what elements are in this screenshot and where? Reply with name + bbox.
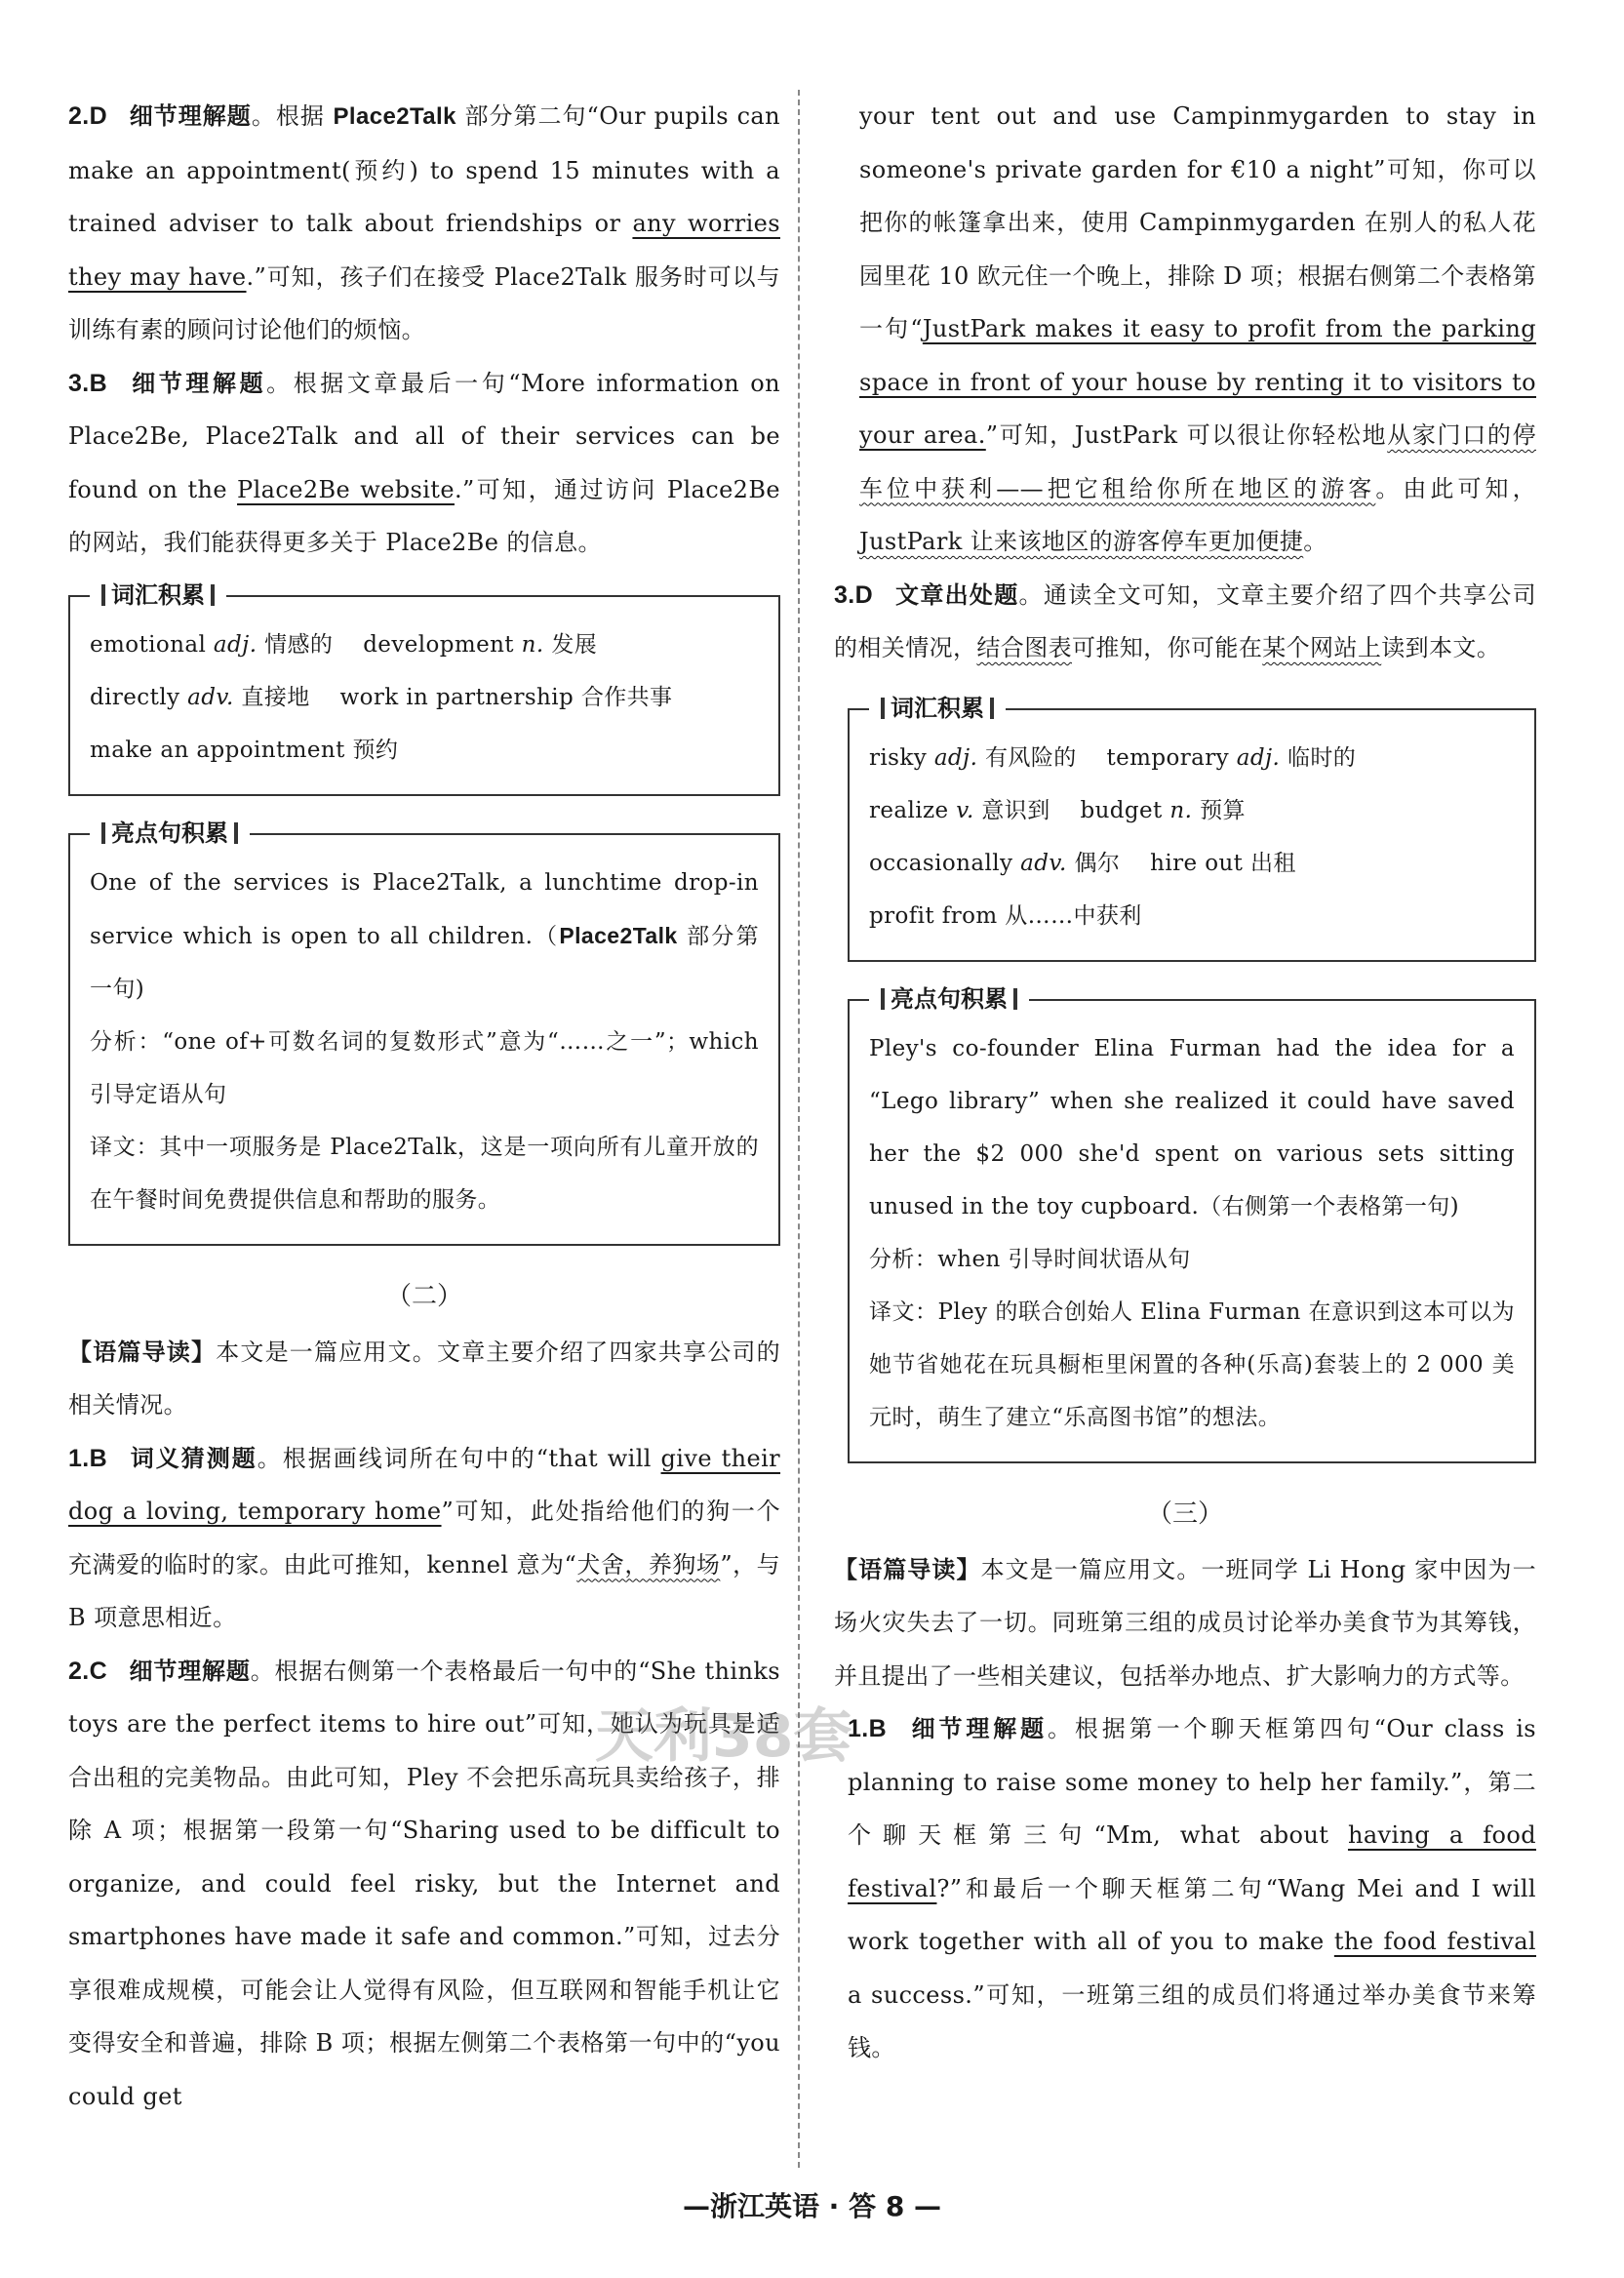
section-title-2: （二） — [385, 1281, 462, 1311]
question-type: 细节理解题 — [129, 369, 267, 397]
section-title-3: （三） — [1146, 1499, 1223, 1529]
vocab-row: make an appointment 预约 — [90, 737, 399, 763]
question-number: 3.B — [68, 369, 108, 397]
highlight-analysis: 分析：“one of+可数名词的复数形式”意为“……之一”；which 引导定语从句 — [90, 1028, 759, 1107]
vocab-box — [848, 694, 1536, 962]
passage-guide: 【语篇导读】本文是一篇应用文。文章主要介绍了四家共享公司的相关情况。 — [68, 1338, 780, 1419]
wavy-underlined-phrase: JustPark 让来该地区的游客停车更加便捷 — [859, 528, 1304, 555]
underlined-phrase: JustPark makes it easy to profit from the parking space in front of your house by renting it to visitors to your area. — [859, 315, 1536, 449]
left-column — [68, 90, 780, 2123]
highlight-box-title: 亮点句积累 — [869, 983, 1029, 1015]
highlight-box — [68, 819, 780, 1246]
vocab-row: occasionally adv. 偶尔 hire out 出租 — [869, 850, 1296, 876]
highlight-translation: 译文：其中一项服务是 Place2Talk，这是一项向所有儿童开放的在午餐时间免费提供信息和帮助的服务。 — [90, 1134, 759, 1213]
vocab-box — [68, 580, 780, 796]
right-column — [834, 90, 1536, 2075]
column-divider — [798, 90, 800, 2168]
vocab-box-title: 词汇积累 — [90, 579, 226, 611]
underlined-phrase: give their dog a loving, temporary home — [68, 1444, 781, 1525]
vocab-row: emotional adj. 情感的 development n. 发展 — [90, 631, 598, 658]
wavy-underlined-phrase: 从家门口的停车位中获利——把它租给你所在地区的游客 — [859, 421, 1536, 502]
question-type: 词义猜测题 — [129, 1444, 257, 1472]
question-type: 细节理解题 — [129, 102, 252, 130]
underlined-phrase: the food festival — [1333, 1928, 1536, 1955]
vocab-row: profit from 从……中获利 — [869, 902, 1142, 929]
highlight-box-title: 亮点句积累 — [90, 818, 250, 849]
question-type: 文章出处题 — [894, 580, 1019, 609]
question-number: 2.D — [68, 102, 108, 130]
highlight-box — [848, 984, 1536, 1463]
watermark-text: 天利38套 — [595, 1702, 852, 1771]
highlight-sentence: One of the services is Place2Talk, a lunchtime drop-in service which is open to all children.（Place2Talk 部分第一句) — [90, 869, 759, 1002]
question-number: 3.D — [834, 580, 874, 609]
vocab-box-title: 词汇积累 — [869, 693, 1006, 724]
answer-3d: 3.D 文章出处题。通读全文可知，文章主要介绍了四个共享公司的相关情况，结合图表可推知，你可能在某个网站上读到本文。 — [834, 580, 1536, 661]
question-type: 细节理解题 — [908, 1715, 1049, 1742]
page-footer: —浙江英语 · 答 8 — — [682, 2190, 942, 2222]
highlight-analysis: 分析：when 引导时间状语从句 — [869, 1246, 1191, 1272]
highlight-sentence: Pley's co-founder Elina Furman had the idea for a “Lego library” when she realized it could have saved her the $2 000 she'd spent on various sets sitting unused in the toy cupboard.（右侧第一个表格第一句) — [869, 1035, 1515, 1219]
answer-2d: 2.D 细节理解题。根据 Place2Talk 部分第二句“Our pupils can make an appointment(预约) to spend 15 minutes with a trained adviser to talk about friendships or any worries they may have.”可知，孩子们在接受 Place2Talk 服务时可以与训练有素的顾问讨论他们的烦恼。 — [68, 102, 780, 343]
question-number: 1.B — [68, 1444, 108, 1472]
question-type: 细节理解题 — [129, 1657, 251, 1685]
question-number: 2.C — [68, 1657, 108, 1685]
wavy-underlined-phrase: 犬舍，养狗场 — [576, 1550, 721, 1579]
answer-2c: 2.C 细节理解题。根据右侧第一个表格最后一句中的“She thinks toys are the perfect items to hire out”可知，她认为玩具是适合出租的完美物品。由此可知，Pley 不会把乐高玩具卖给孩子，排除 A 项；根据第一段第一句“Sharing used to be difficult to organize, and could feel risky, but the Internet and smartphones have made it safe and common.”可知，过去分享很难成规模，可能会让人觉得有风险，但互联网和智能手机让它变得安全和普遍，排除 B 项；根据左侧第二个表格第一句中的“you could get — [68, 1657, 780, 2110]
question-number: 1.B — [848, 1715, 888, 1742]
passage-guide: 【语篇导读】本文是一篇应用文。一班同学 Li Hong 家中因为一场火灾失去了一切。同班第三组的成员讨论举办美食节为其筹钱，并且提出了一些相关建议，包括举办地点、扩大影响力的方式等。 — [834, 1555, 1536, 1690]
answer-3b: 3.B 细节理解题。根据文章最后一句“More information on Place2Be, Place2Talk and all of their services can be found on the Place2Be website.”可知，通过访问 Place2Be 的网站，我们能获得更多关于 Place2Be 的信息。 — [68, 369, 780, 556]
answer-1b-section3: 1.B 细节理解题。根据第一个聊天框第四句“Our class is planning to raise some money to help her family.”，第二个聊天框第三句“Mm, what about having a food festival?”和最后一个聊天框第二句“Wang Mei and I will work together with all of you to make the food festival a success.”可知，一班第三组的成员们将通过举办美食节来筹钱。 — [848, 1715, 1537, 2061]
vocab-row: risky adj. 有风险的 temporary adj. 临时的 — [869, 744, 1357, 771]
vocab-row: realize v. 意识到 budget n. 预算 — [869, 797, 1246, 823]
answer-2c-continued: your tent out and use Campinmygarden to stay in someone's private garden for €10 a night”可知，你可以把你的帐篷拿出来，使用 Campinmygarden 在别人的私人花园里花 10 欧元住一个晚上，排除 D 项；根据右侧第二个表格第一句“JustPark makes it easy to profit from the parking space in front of your house by renting it to visitors to your area.”可知，JustPark 可以很让你轻松地从家门口的停车位中获利——把它租给你所在地区的游客。由此可知，JustPark 让来该地区的游客停车更加便捷。 — [859, 102, 1536, 555]
underlined-phrase: Place2Be website — [237, 475, 455, 503]
underlined-phrase: any worries they may have — [68, 210, 780, 291]
answer-1b: 1.B 词义猜测题。根据画线词所在句中的“that will give their dog a loving, temporary home”可知，此处指给他们的狗一个充满爱的临时的家。由此可推知，kennel 意为“犬舍，养狗场”，与 B 项意思相近。 — [68, 1444, 781, 1631]
vocab-row: directly adv. 直接地 work in partnership 合作共事 — [90, 684, 673, 710]
wavy-underlined-phrase: 结合图表 — [976, 634, 1073, 661]
wavy-underlined-phrase: 某个网站上 — [1262, 634, 1382, 661]
underlined-phrase: having a food festival — [848, 1821, 1536, 1902]
highlight-translation: 译文：Pley 的联合创始人 Elina Furman 在意识到这本可以为她节省她花在玩具橱柜里闲置的各种(乐高)套装上的 2 000 美元时，萌生了建立“乐高图书馆”的想法。 — [869, 1299, 1515, 1430]
